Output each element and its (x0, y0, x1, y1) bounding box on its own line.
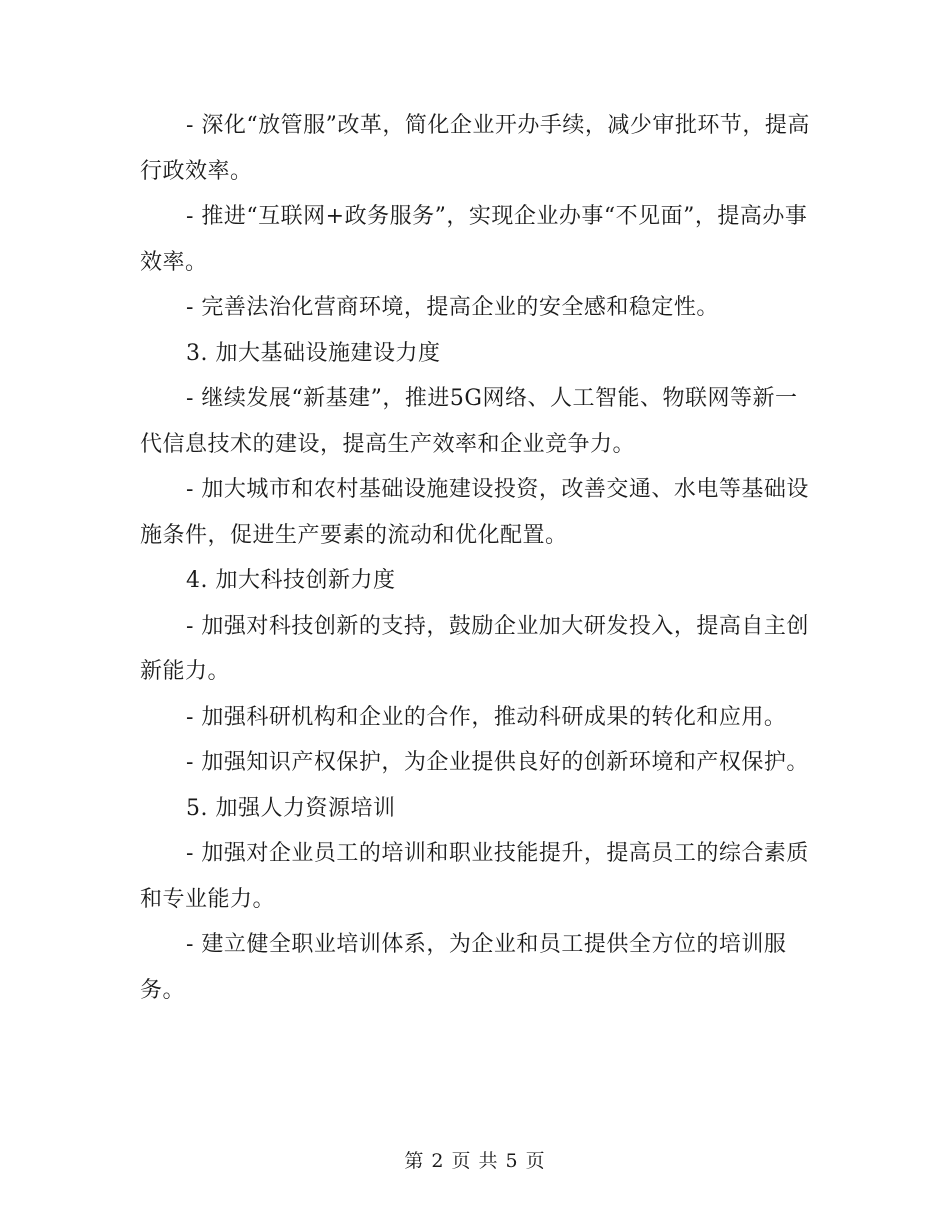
page-number-footer: 第 2 页 共 5 页 (404, 1150, 546, 1172)
section-heading: 3. 加大基础设施建设力度 (186, 340, 441, 366)
list-item: - 加大城市和农村基础设施建设投资，改善交通、水电等基础设施条件，促进生产要素的流动和优化配置。 (140, 477, 809, 548)
section-heading: 4. 加大科技创新力度 (186, 568, 396, 593)
section-heading: 5. 加强人力资源培训 (186, 795, 396, 821)
list-item: - 加强对企业员工的培训和职业技能提升，提高员工的综合素质和专业能力。 (140, 841, 809, 912)
list-item: - 建立健全职业培训体系，为企业和员工提供全方位的培训服务。 (140, 932, 787, 1003)
list-item: - 加强科研机构和企业的合作，推动科研成果的转化和应用。 (186, 704, 787, 730)
list-item: - 完善法治化营商环境，提高企业的安全感和稳定性。 (186, 295, 719, 320)
list-item: - 推进“互联网+政务服务”，实现企业办事“不见面”，提高办事效率。 (140, 204, 808, 275)
list-item: - 加强知识产权保护，为企业提供良好的创新环境和产权保护。 (186, 750, 809, 775)
list-item: - 深化“放管服”改革，简化企业开办手续，减少审批环节，提高行政效率。 (140, 113, 810, 184)
document-body (140, 103, 810, 1013)
list-item: - 加强对科技创新的支持，鼓励企业加大研发投入，提高自主创新能力。 (140, 613, 809, 684)
list-item: - 继续发展“新基建”，推进5G网络、人工智能、物联网等新一代信息技术的建设，提高生产效率和企业竞争力。 (140, 386, 798, 457)
